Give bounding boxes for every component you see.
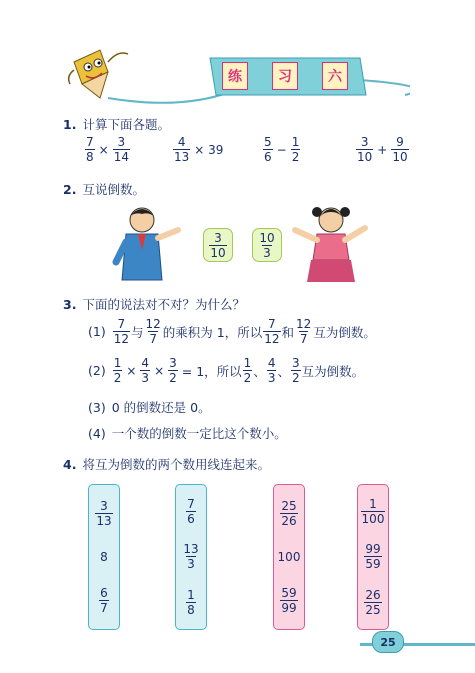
banner-char-3: 六 — [322, 62, 348, 90]
header-banner — [60, 40, 410, 110]
number-card-1 — [88, 484, 120, 630]
speech-bubble-left: $\frac{3}{10}$ — [203, 228, 233, 262]
fraction: $\frac{9}{10}$ — [392, 135, 408, 164]
q1-number: 1 — [63, 116, 72, 132]
q4-text: 将互为倒数的两个数用线连起来。 — [82, 457, 270, 472]
boy-illustration — [108, 202, 188, 282]
q1-item-1 — [84, 136, 131, 163]
statement-label: (3) — [88, 399, 106, 415]
separator: 、 — [277, 363, 290, 379]
q3-dot: . — [71, 296, 77, 312]
whole-number: 100 — [277, 549, 301, 564]
q4-dot: . — [71, 456, 77, 472]
statement-text: 0 的倒数还是 0。 — [111, 400, 211, 415]
fraction: $\frac{3}{13}$ — [96, 499, 112, 529]
fraction: $\frac{12}{7}$ — [296, 317, 312, 346]
operator: + — [377, 142, 388, 157]
page-number-badge — [372, 631, 404, 653]
fraction: $\frac{1}{2}$ — [291, 135, 300, 164]
operator: × — [98, 142, 109, 157]
fraction: $\frac{12}{7}$ — [145, 317, 161, 346]
fraction: $\frac{3}{2}$ — [169, 356, 177, 385]
fraction: $\frac{1}{8}$ — [187, 587, 195, 617]
number-card-2 — [175, 484, 207, 630]
fraction: $\frac{4}{13}$ — [174, 135, 190, 164]
q2-number: 2 — [63, 181, 72, 197]
q1-item-3 — [262, 136, 301, 163]
statement-text: 与 — [131, 324, 144, 340]
q4-heading — [63, 455, 270, 473]
banner-char-1: 练 — [222, 62, 248, 90]
q2-dot: . — [71, 181, 77, 197]
q3-text: 下面的说法对不对？为什么？ — [82, 297, 245, 312]
q3-number: 3 — [63, 296, 72, 312]
fraction: $\frac{25}{26}$ — [281, 499, 297, 529]
fraction: $\frac{3}{10}$ — [357, 135, 373, 164]
statement-text: 互为倒数。 — [313, 324, 376, 340]
separator: 、 — [253, 363, 266, 379]
fraction: $\frac{26}{25}$ — [365, 587, 381, 617]
fraction: $\frac{3}{14}$ — [113, 135, 129, 164]
fraction: $\frac{7}{12}$ — [264, 317, 280, 346]
fraction: $\frac{1}{2}$ — [113, 356, 122, 385]
page-number: 25 — [380, 635, 396, 649]
fraction: $\frac{5}{6}$ — [264, 135, 272, 164]
banner-char-2: 习 — [272, 62, 298, 90]
fraction: $\frac{13}{3}$ — [183, 542, 199, 572]
operator: × — [126, 363, 137, 378]
statement-text: 互为倒数。 — [301, 363, 365, 379]
statement-label: (1) — [88, 324, 106, 339]
q1-heading — [63, 115, 170, 133]
fraction: $\frac{7}{6}$ — [187, 497, 195, 527]
fraction: $\frac{59}{99}$ — [281, 585, 297, 615]
fraction: $\frac{4}{3}$ — [267, 356, 276, 385]
fraction: $\frac{7}{12}$ — [113, 317, 129, 346]
q3-statement-4 — [88, 424, 287, 442]
q3-heading — [63, 295, 245, 313]
fraction: $\frac{1}{100}$ — [361, 497, 385, 527]
operator: − — [276, 142, 287, 157]
fraction: $\frac{99}{59}$ — [365, 542, 381, 572]
statement-text: 的乘积为 1，所以 — [162, 324, 263, 340]
fraction: $\frac{6}{7}$ — [100, 585, 108, 615]
statement-text: 和 — [281, 324, 295, 340]
q2-text: 互说倒数。 — [82, 182, 145, 197]
q1-dot: . — [71, 116, 77, 132]
operator: × — [154, 363, 165, 378]
operator: × 39 — [194, 142, 224, 157]
whole-number: 8 — [100, 549, 108, 564]
statement-label: (4) — [88, 425, 106, 441]
q2-heading — [63, 180, 145, 198]
q1-item-2 — [172, 136, 226, 163]
q4-number: 4 — [63, 456, 72, 472]
q1-item-4 — [355, 136, 410, 163]
q3-statement-3 — [88, 398, 211, 416]
pencil-mascot-icon — [69, 50, 128, 98]
q1-text: 计算下面各题。 — [82, 117, 170, 132]
speech-bubble-right: $\frac{10}{3}$ — [252, 228, 282, 262]
fraction: $\frac{7}{8}$ — [86, 135, 94, 164]
fraction: $\frac{3}{2}$ — [291, 356, 300, 385]
statement-label: (2) — [88, 363, 106, 378]
girl-illustration — [285, 200, 375, 282]
statement-text: = 1，所以 — [181, 363, 242, 379]
fraction: $\frac{1}{2}$ — [243, 356, 252, 385]
statement-text: 一个数的倒数一定比这个数小。 — [111, 426, 287, 441]
q3-statement-2 — [88, 357, 364, 384]
number-card-4 — [357, 484, 389, 630]
number-card-3 — [273, 484, 305, 630]
fraction: $\frac{4}{3}$ — [141, 356, 150, 385]
q3-statement-1 — [88, 318, 376, 345]
